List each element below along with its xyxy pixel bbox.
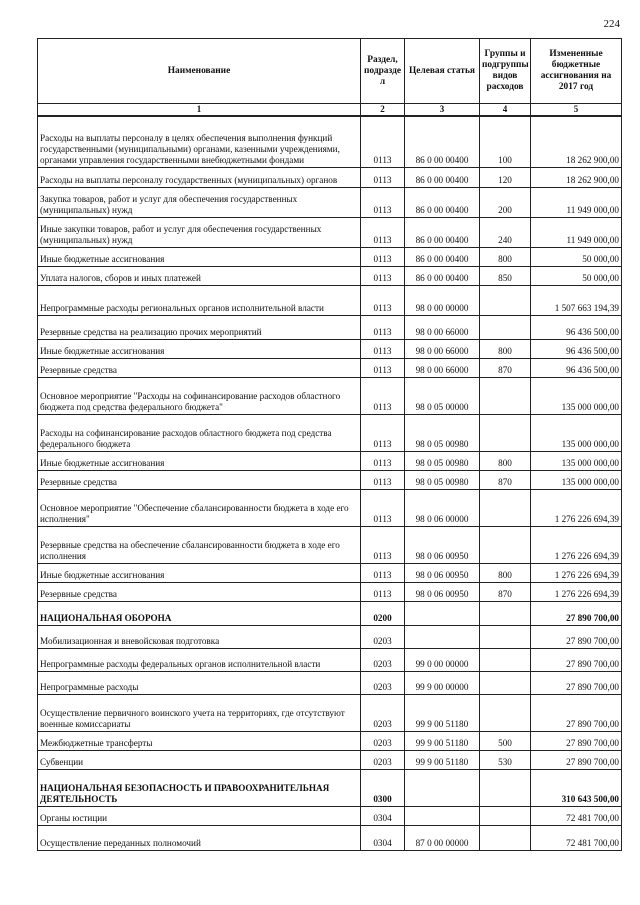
row-target: 86 0 00 00400 <box>405 247 480 266</box>
table-row <box>38 526 622 563</box>
row-name: Закупка товаров, работ и услуг для обеспечения государственных (муниципальных) нужд <box>38 187 361 217</box>
row-section: 0203 <box>361 694 405 731</box>
header-group: Группы и подгруппы видов расходов <box>480 39 531 104</box>
row-section: 0304 <box>361 825 405 850</box>
row-section: 0113 <box>361 451 405 470</box>
row-group <box>480 825 531 850</box>
table-row <box>38 806 622 825</box>
row-amount: 1 507 663 194,39 <box>531 285 622 315</box>
row-name: Иные бюджетные ассигнования <box>38 247 361 266</box>
row-section: 0113 <box>361 217 405 247</box>
row-section: 0113 <box>361 526 405 563</box>
row-name: Уплата налогов, сборов и иных платежей <box>38 266 361 285</box>
row-name: Органы юстиции <box>38 806 361 825</box>
table-row <box>38 769 622 806</box>
row-target: 98 0 06 00950 <box>405 582 480 601</box>
row-section: 0113 <box>361 315 405 339</box>
row-group <box>480 769 531 806</box>
row-group: 800 <box>480 563 531 582</box>
row-amount: 135 000 000,00 <box>531 470 622 489</box>
row-name: Мобилизационная и вневойсковая подготовка <box>38 625 361 648</box>
row-section: 0304 <box>361 806 405 825</box>
row-amount: 1 276 226 694,39 <box>531 526 622 563</box>
table-row <box>38 116 622 167</box>
row-group: 870 <box>480 582 531 601</box>
row-group <box>480 648 531 671</box>
row-group <box>480 671 531 694</box>
table-row <box>38 825 622 850</box>
row-section: 0113 <box>361 187 405 217</box>
row-target: 98 0 05 00980 <box>405 414 480 451</box>
row-group: 100 <box>480 116 531 167</box>
table-row <box>38 167 622 187</box>
row-group <box>480 489 531 526</box>
row-target: 99 9 00 51180 <box>405 694 480 731</box>
row-amount: 96 436 500,00 <box>531 358 622 377</box>
row-section: 0113 <box>361 489 405 526</box>
row-name: Расходы на софинансирование расходов областного бюджета под средства федерального бюджета <box>38 414 361 451</box>
row-target: 99 9 00 00000 <box>405 671 480 694</box>
table-row <box>38 671 622 694</box>
header-row <box>38 39 622 104</box>
row-target: 86 0 00 00400 <box>405 167 480 187</box>
table-row <box>38 563 622 582</box>
row-name: Непрограммные расходы федеральных органов исполнительной власти <box>38 648 361 671</box>
row-section: 0113 <box>361 339 405 358</box>
row-name: Непрограммные расходы региональных органов исполнительной власти <box>38 285 361 315</box>
row-name: Осуществление первичного воинского учета на территориях, где отсутствуют военные комиссариаты <box>38 694 361 731</box>
row-target: 98 0 06 00950 <box>405 563 480 582</box>
row-amount: 135 000 000,00 <box>531 414 622 451</box>
table-row <box>38 582 622 601</box>
row-section: 0113 <box>361 167 405 187</box>
column-number-row <box>38 104 622 117</box>
row-target: 99 9 00 51180 <box>405 750 480 769</box>
page-number: 224 <box>603 18 620 30</box>
row-section: 0203 <box>361 731 405 750</box>
column-number: 1 <box>38 104 361 117</box>
row-section: 0203 <box>361 750 405 769</box>
table-row <box>38 247 622 266</box>
row-amount: 50 000,00 <box>531 247 622 266</box>
row-name: Резервные средства на реализацию прочих мероприятий <box>38 315 361 339</box>
row-amount: 18 262 900,00 <box>531 167 622 187</box>
row-amount: 27 890 700,00 <box>531 671 622 694</box>
row-group: 240 <box>480 217 531 247</box>
row-group: 870 <box>480 358 531 377</box>
row-amount: 11 949 000,00 <box>531 187 622 217</box>
row-amount: 11 949 000,00 <box>531 217 622 247</box>
row-section: 0113 <box>361 377 405 414</box>
row-group <box>480 601 531 625</box>
row-amount: 27 890 700,00 <box>531 694 622 731</box>
row-section: 0300 <box>361 769 405 806</box>
row-target: 98 0 05 00980 <box>405 470 480 489</box>
row-section: 0113 <box>361 414 405 451</box>
table-row <box>38 315 622 339</box>
row-group: 800 <box>480 247 531 266</box>
row-amount: 18 262 900,00 <box>531 116 622 167</box>
column-number: 4 <box>480 104 531 117</box>
row-section: 0113 <box>361 358 405 377</box>
header-section: Раздел, подразде л <box>361 39 405 104</box>
row-section: 0113 <box>361 563 405 582</box>
row-amount: 27 890 700,00 <box>531 731 622 750</box>
row-amount: 27 890 700,00 <box>531 625 622 648</box>
table-row <box>38 414 622 451</box>
row-amount: 1 276 226 694,39 <box>531 489 622 526</box>
row-section: 0200 <box>361 601 405 625</box>
row-name: Основное мероприятие "Обеспечение сбалансированности бюджета в ходе его исполнения" <box>38 489 361 526</box>
row-name: Иные бюджетные ассигнования <box>38 339 361 358</box>
budget-table <box>37 38 622 851</box>
row-target: 98 0 00 00000 <box>405 285 480 315</box>
row-section: 0113 <box>361 582 405 601</box>
row-amount: 135 000 000,00 <box>531 377 622 414</box>
row-group: 850 <box>480 266 531 285</box>
row-section: 0113 <box>361 470 405 489</box>
row-section: 0113 <box>361 247 405 266</box>
table-row <box>38 750 622 769</box>
column-number: 3 <box>405 104 480 117</box>
row-group: 800 <box>480 451 531 470</box>
row-amount: 27 890 700,00 <box>531 648 622 671</box>
row-target: 87 0 00 00000 <box>405 825 480 850</box>
row-target: 98 0 05 00000 <box>405 377 480 414</box>
row-name: Расходы на выплаты персоналу государственных (муниципальных) органов <box>38 167 361 187</box>
row-section: 0203 <box>361 671 405 694</box>
row-name: НАЦИОНАЛЬНАЯ БЕЗОПАСНОСТЬ И ПРАВООХРАНИТЕЛЬНАЯ ДЕЯТЕЛЬНОСТЬ <box>38 769 361 806</box>
row-target: 98 0 06 00000 <box>405 489 480 526</box>
row-target <box>405 769 480 806</box>
row-name: Осуществление переданных полномочий <box>38 825 361 850</box>
row-amount: 96 436 500,00 <box>531 315 622 339</box>
row-target <box>405 601 480 625</box>
row-target: 86 0 00 00400 <box>405 217 480 247</box>
table-row <box>38 217 622 247</box>
row-name: Непрограммные расходы <box>38 671 361 694</box>
row-target: 98 0 06 00950 <box>405 526 480 563</box>
row-group <box>480 414 531 451</box>
table-row <box>38 451 622 470</box>
row-name: Межбюджетные трансферты <box>38 731 361 750</box>
row-group: 530 <box>480 750 531 769</box>
row-amount: 310 643 500,00 <box>531 769 622 806</box>
row-name: Иные бюджетные ассигнования <box>38 451 361 470</box>
row-name: Субвенции <box>38 750 361 769</box>
row-target: 86 0 00 00400 <box>405 266 480 285</box>
row-target: 98 0 00 66000 <box>405 339 480 358</box>
header-target: Целевая статья <box>405 39 480 104</box>
row-name: Основное мероприятие "Расходы на софинансирование расходов областного бюджета под средства федерального бюджета" <box>38 377 361 414</box>
table-row <box>38 625 622 648</box>
row-section: 0113 <box>361 285 405 315</box>
row-section: 0203 <box>361 648 405 671</box>
row-group <box>480 285 531 315</box>
row-amount: 96 436 500,00 <box>531 339 622 358</box>
table-row <box>38 377 622 414</box>
table-row <box>38 285 622 315</box>
row-group: 800 <box>480 339 531 358</box>
row-target: 98 0 05 00980 <box>405 451 480 470</box>
row-name: Иные бюджетные ассигнования <box>38 563 361 582</box>
row-target: 99 0 00 00000 <box>405 648 480 671</box>
table-row <box>38 470 622 489</box>
row-target <box>405 625 480 648</box>
row-name: Резервные средства <box>38 470 361 489</box>
row-amount: 72 481 700,00 <box>531 806 622 825</box>
table-row <box>38 187 622 217</box>
table-row <box>38 648 622 671</box>
row-group: 870 <box>480 470 531 489</box>
table-row <box>38 489 622 526</box>
column-number: 5 <box>531 104 622 117</box>
row-amount: 72 481 700,00 <box>531 825 622 850</box>
row-group <box>480 806 531 825</box>
row-amount: 27 890 700,00 <box>531 750 622 769</box>
row-name: Резервные средства на обеспечение сбалансированности бюджета в ходе его исполнения <box>38 526 361 563</box>
row-name: Расходы на выплаты персоналу в целях обеспечения выполнения функций государственными (муниципальными) органами, казенными учреждениями, органами управления государственными внебюджетными фондами <box>38 116 361 167</box>
row-name: НАЦИОНАЛЬНАЯ ОБОРОНА <box>38 601 361 625</box>
table-row <box>38 358 622 377</box>
column-number: 2 <box>361 104 405 117</box>
row-name: Резервные средства <box>38 358 361 377</box>
table-row <box>38 266 622 285</box>
row-group: 200 <box>480 187 531 217</box>
row-amount: 135 000 000,00 <box>531 451 622 470</box>
row-name: Иные закупки товаров, работ и услуг для обеспечения государственных (муниципальных) нужд <box>38 217 361 247</box>
row-section: 0203 <box>361 625 405 648</box>
row-section: 0113 <box>361 116 405 167</box>
row-group <box>480 625 531 648</box>
row-target: 86 0 00 00400 <box>405 187 480 217</box>
row-group: 120 <box>480 167 531 187</box>
row-group: 500 <box>480 731 531 750</box>
row-group <box>480 526 531 563</box>
table-row <box>38 601 622 625</box>
table-row <box>38 731 622 750</box>
header-name: Наименование <box>38 39 361 104</box>
row-amount: 1 276 226 694,39 <box>531 582 622 601</box>
table-row <box>38 339 622 358</box>
row-target <box>405 806 480 825</box>
row-section: 0113 <box>361 266 405 285</box>
row-target: 86 0 00 00400 <box>405 116 480 167</box>
row-amount: 1 276 226 694,39 <box>531 563 622 582</box>
header-amount: Измененные бюджетные ассигнования на 2017 год <box>531 39 622 104</box>
row-amount: 50 000,00 <box>531 266 622 285</box>
row-amount: 27 890 700,00 <box>531 601 622 625</box>
row-target: 99 9 00 51180 <box>405 731 480 750</box>
row-group <box>480 377 531 414</box>
row-group <box>480 694 531 731</box>
row-target: 98 0 00 66000 <box>405 358 480 377</box>
row-target: 98 0 00 66000 <box>405 315 480 339</box>
row-name: Резервные средства <box>38 582 361 601</box>
table-row <box>38 694 622 731</box>
row-group <box>480 315 531 339</box>
